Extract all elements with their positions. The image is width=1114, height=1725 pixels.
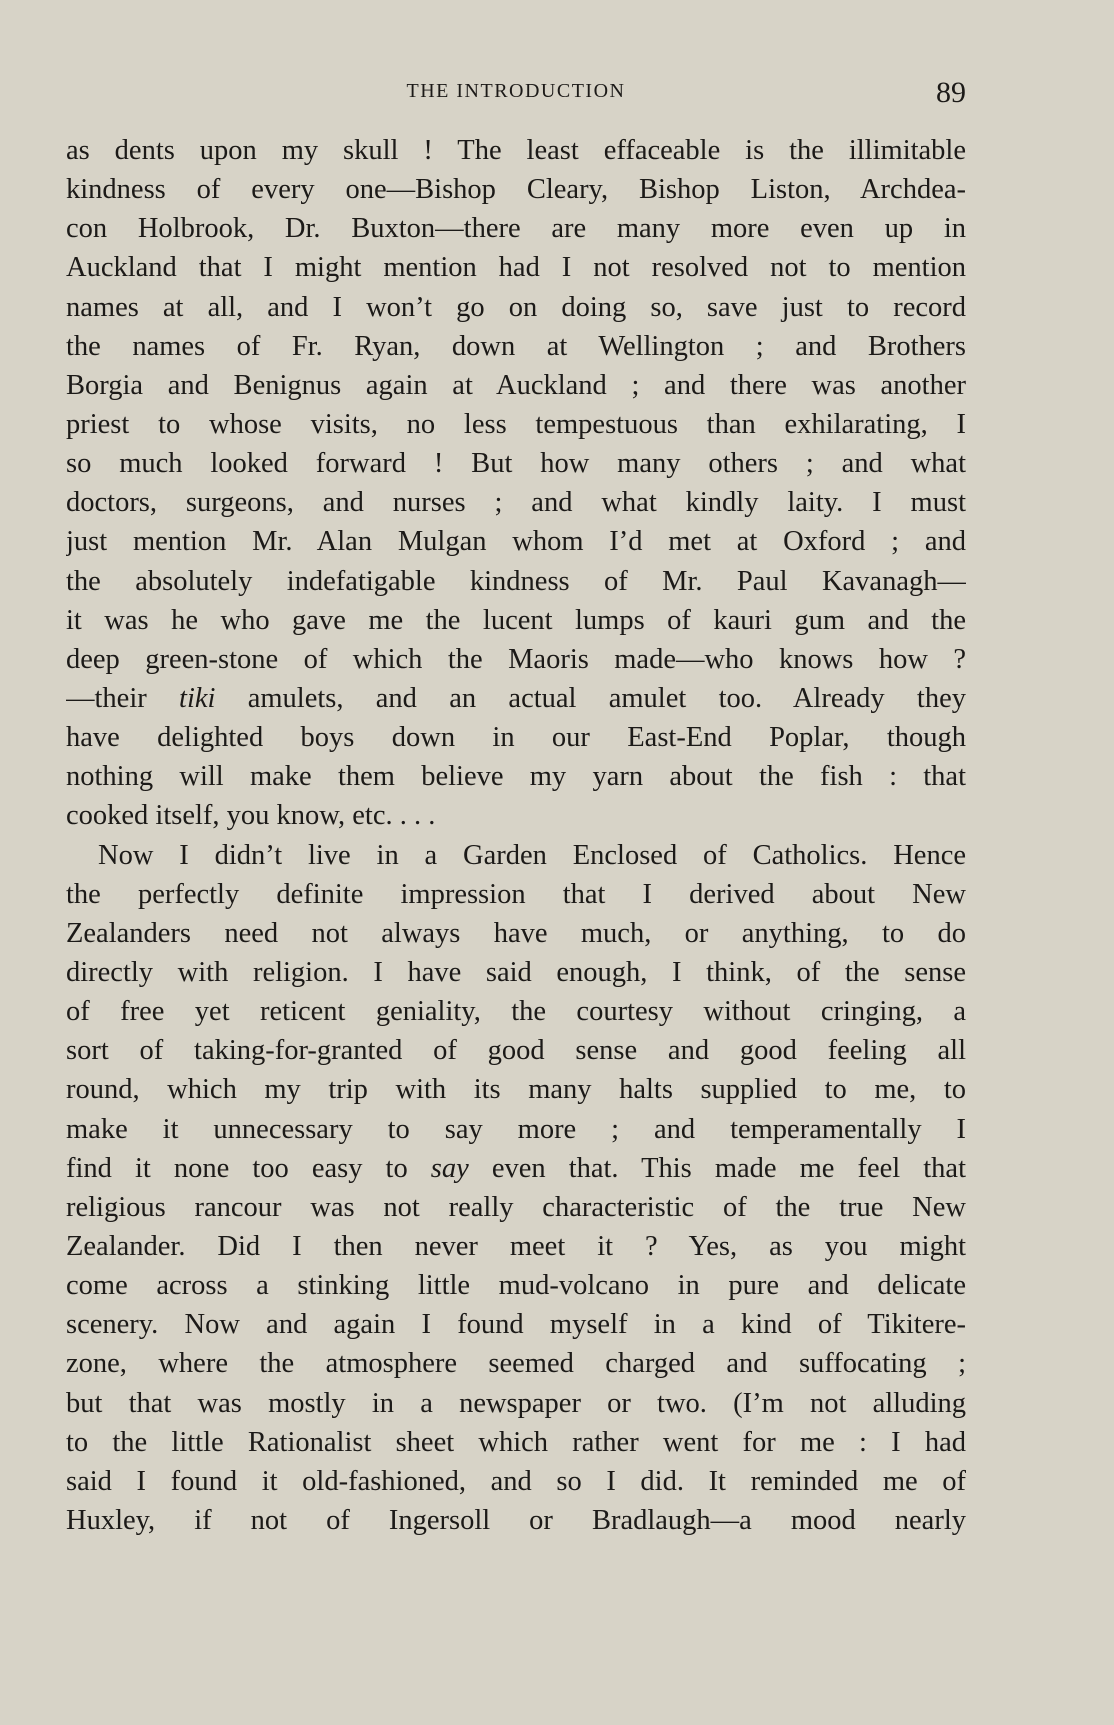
text-line: but that was mostly in a newspaper or two. (I’m not alluding xyxy=(66,1387,966,1419)
text-line: cooked itself, you know, etc. . . . xyxy=(66,800,436,832)
text-line: nothing will make them believe my yarn about the fish : that xyxy=(66,761,966,793)
text-line: zone, where the atmosphere seemed charged and suffocating ; xyxy=(66,1348,966,1380)
text-line: priest to whose visits, no less tempestuous than exhilarating, I xyxy=(66,408,966,440)
text-line: kindness of every one—Bishop Cleary, Bishop Liston, Archdea- xyxy=(66,174,966,206)
text-line: come across a stinking little mud-volcano in pure and delicate xyxy=(66,1270,966,1302)
text-line: the names of Fr. Ryan, down at Wellington ; and Brothers xyxy=(66,330,966,362)
text-line: doctors, surgeons, and nurses ; and what kindly laity. I must xyxy=(66,487,966,519)
text-line: to the little Rationalist sheet which rather went for me : I had xyxy=(66,1426,966,1458)
text-line: Zealanders need not always have much, or anything, to do xyxy=(66,917,966,949)
text-run: find it none too easy to xyxy=(66,1152,431,1184)
text-run: amulets, and an actual amulet too. Already they xyxy=(215,682,966,714)
text-line: round, which my trip with its many halts supplied to me, to xyxy=(66,1074,966,1106)
text-run: —their xyxy=(66,682,180,714)
text-line: Auckland that I might mention had I not resolved not to mention xyxy=(66,252,966,284)
text-line: of free yet reticent geniality, the courtesy without cringing, a xyxy=(66,996,966,1028)
italic-word: tiki xyxy=(179,682,216,714)
text-line: as dents upon my skull ! The least effaceable is the illimitable xyxy=(66,135,966,166)
text-line: just mention Mr. Alan Mulgan whom I’d met at Oxford ; and xyxy=(66,526,966,558)
text-line xyxy=(66,1149,966,1188)
running-head xyxy=(66,76,966,110)
italic-word: say xyxy=(430,1152,469,1184)
text-run: even that. This made me feel that xyxy=(468,1152,966,1184)
text-line: the absolutely indefatigable kindness of Mr. Paul Kavanagh— xyxy=(66,565,966,597)
text-line: Huxley, if not of Ingersoll or Bradlaugh—a mood nearly xyxy=(66,1504,966,1536)
text-line: directly with religion. I have said enough, I think, of the sense xyxy=(66,956,966,988)
text-line: Zealander. Did I then never meet it ? Yes, as you might xyxy=(66,1230,966,1262)
text-line: scenery. Now and again I found myself in a kind of Tikitere- xyxy=(66,1309,966,1341)
body-text xyxy=(66,131,966,1540)
text-line: it was he who gave me the lucent lumps of kauri gum and the xyxy=(66,604,966,636)
text-line: deep green-stone of which the Maoris made—who knows how ? xyxy=(66,643,966,675)
text-line: have delighted boys down in our East-End Poplar, though xyxy=(66,722,966,754)
text-line: religious rancour was not really characteristic of the true New xyxy=(66,1191,966,1223)
text-line: con Holbrook, Dr. Buxton—there are many more even up in xyxy=(66,213,966,245)
text-line: sort of taking-for-granted of good sense and good feeling all xyxy=(66,1035,966,1067)
text-line: Now I didn’t live in a Garden Enclosed of Catholics. Hence xyxy=(98,839,966,871)
text-line: the perfectly definite impression that I derived about New xyxy=(66,878,966,910)
text-line: said I found it old-fashioned, and so I did. It reminded me of xyxy=(66,1465,966,1497)
text-line: Borgia and Benignus again at Auckland ; and there was another xyxy=(66,369,966,401)
text-line xyxy=(66,679,966,718)
running-title: THE INTRODUCTION xyxy=(406,80,626,102)
text-line: make it unnecessary to say more ; and temperamentally I xyxy=(66,1113,966,1145)
text-line: names at all, and I won’t go on doing so, save just to record xyxy=(66,291,966,323)
text-line: so much looked forward ! But how many others ; and what xyxy=(66,448,966,480)
page-number: 89 xyxy=(936,76,966,109)
